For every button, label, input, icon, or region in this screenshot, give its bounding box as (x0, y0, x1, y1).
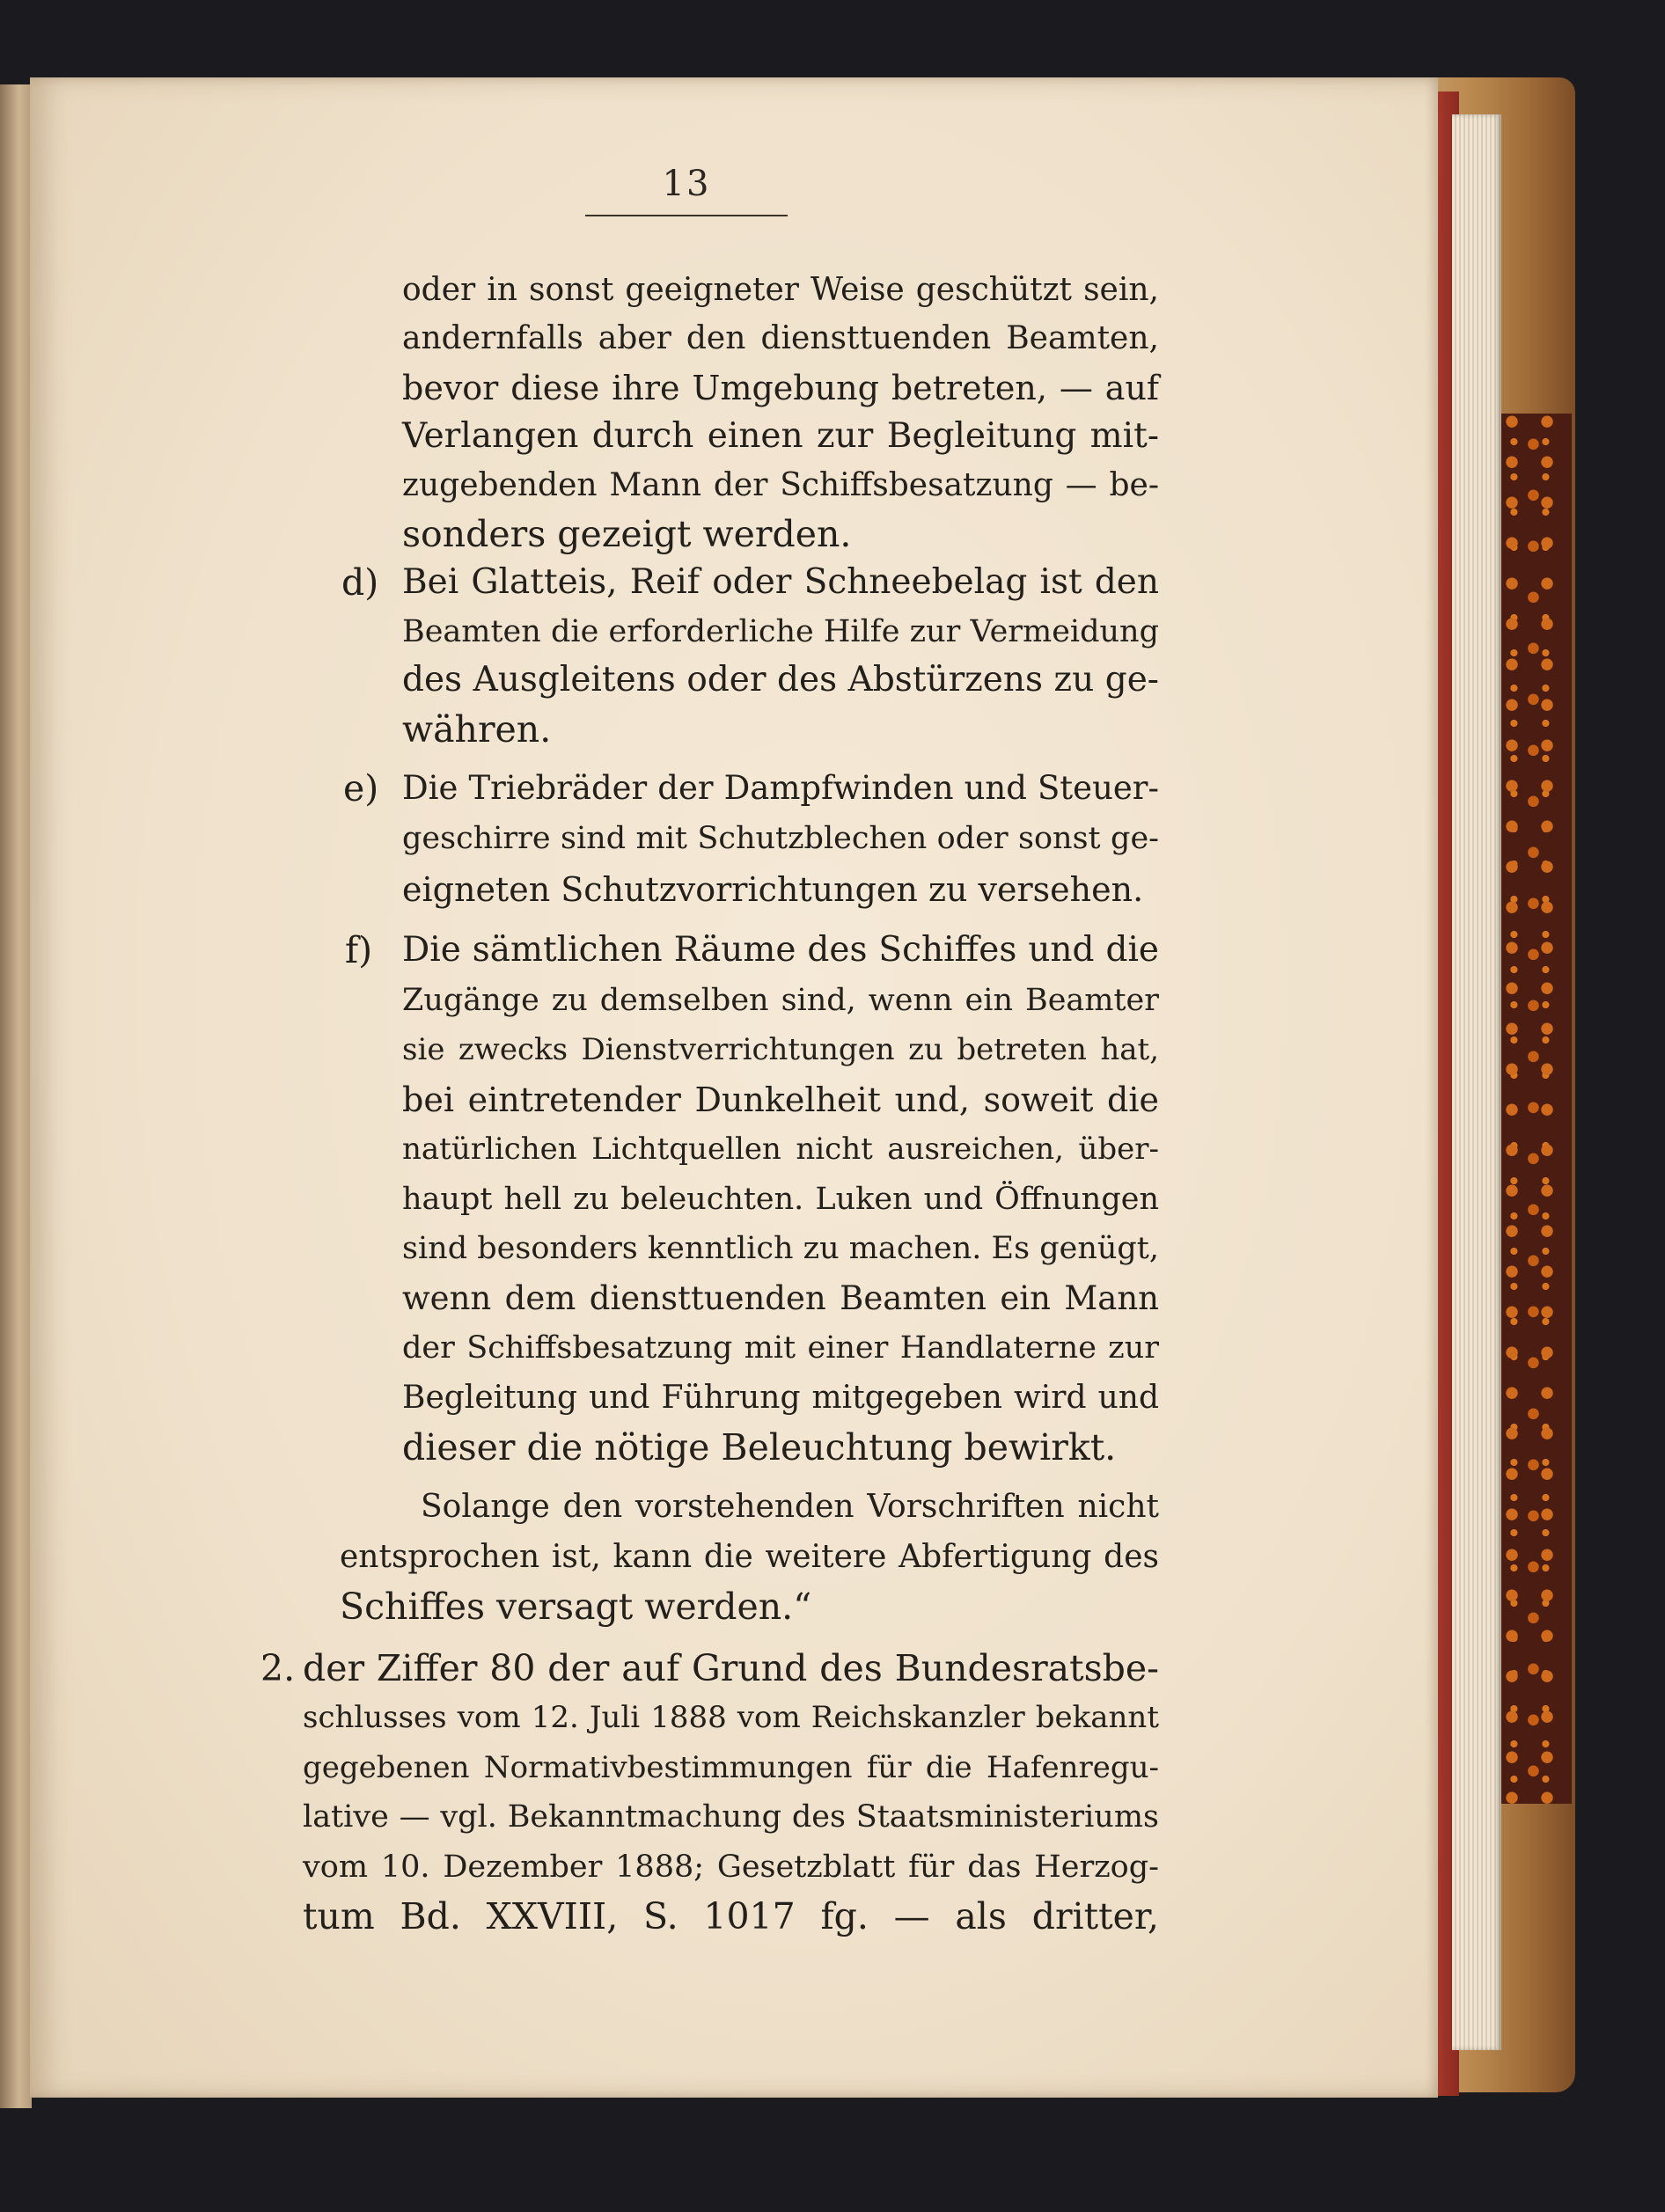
text-line: oder in sonst geeigneter Weise geschützt sein, (402, 272, 1159, 308)
text-line: des Ausgleitens oder des Abstürzens zu ge- (402, 660, 1159, 699)
text-line: schlusses vom 12. Juli 1888 vom Reichskanzler bekannt (303, 1700, 1159, 1735)
text-line: haupt hell zu beleuchten. Luken und Öffnungen (402, 1182, 1159, 1217)
text-line: der Ziffer 80 der auf Grund des Bundesratsbe- (303, 1647, 1159, 1689)
list-marker-e: e) (343, 767, 379, 809)
page-number: 13 (662, 164, 711, 204)
text-line: Beamten die erforderliche Hilfe zur Vermeidung (402, 614, 1159, 649)
text-line: Solange den vorstehenden Vorschriften nicht (421, 1489, 1159, 1525)
text-line: Zugänge zu demselben sind, wenn ein Beamter (402, 983, 1159, 1018)
text-line: wenn dem diensttuenden Beamten ein Mann (402, 1279, 1159, 1317)
list-marker-d: d) (341, 561, 379, 604)
text-line: Verlangen durch einen zur Begleitung mit- (402, 416, 1159, 456)
text-line: bevor diese ihre Umgebung betreten, — auf (402, 369, 1159, 407)
text-line: vom 10. Dezember 1888; Gesetzblatt für das Herzog- (303, 1849, 1159, 1885)
text-line: sie zwecks Dienstverrichtungen zu betreten hat, (402, 1032, 1159, 1067)
list-marker-f: f) (345, 929, 373, 971)
text-line: geschirre sind mit Schutzblechen oder sonst ge- (402, 821, 1159, 856)
text-line: Schiffes versagt werden.“ (340, 1586, 812, 1628)
text-line: währen. (402, 708, 552, 751)
text-line: entsprochen ist, kann die weitere Abfertigung des (340, 1539, 1159, 1575)
text-line: sind besonders kenntlich zu machen. Es genügt, (402, 1231, 1159, 1266)
text-line: eigneten Schutzvorrichtungen zu versehen. (402, 870, 1144, 909)
text-line: dieser die nötige Beleuchtung bewirkt. (402, 1426, 1117, 1469)
text-line: natürlichen Lichtquellen nicht ausreichen, über- (402, 1132, 1159, 1167)
text-line: sonders gezeigt werden. (402, 513, 852, 555)
text-line: Begleitung und Führung mitgegeben wird und (402, 1380, 1159, 1416)
previous-page-edge (0, 84, 32, 2108)
text-line: Bei Glatteis, Reif oder Schneebelag ist den (402, 562, 1159, 602)
text-line: bei eintretender Dunkelheit und, soweit die (402, 1080, 1159, 1119)
list-marker-2: 2. (260, 1647, 296, 1689)
text-line: tum Bd. XXVIII, S. 1017 fg. — als dritter, (303, 1895, 1159, 1937)
text-line: gegebenen Normativbestimmungen für die Hafenregu- (303, 1750, 1159, 1785)
text-line: zugebenden Mann der Schiffsbesatzung — be- (402, 467, 1159, 503)
text-line: lative — vgl. Bekanntmachung des Staatsministeriums (303, 1799, 1159, 1835)
text-line: andernfalls aber den diensttuenden Beamten, (402, 320, 1159, 356)
text-line: der Schiffsbesatzung mit einer Handlaterne zur (402, 1330, 1159, 1366)
marbled-edge (1501, 414, 1572, 1804)
page-stack-edge (1452, 114, 1501, 2050)
text-line: Die sämtlichen Räume des Schiffes und die (402, 930, 1159, 970)
text-line: Die Triebräder der Dampfwinden und Steuer- (402, 769, 1159, 807)
page-number-rule (585, 215, 788, 216)
